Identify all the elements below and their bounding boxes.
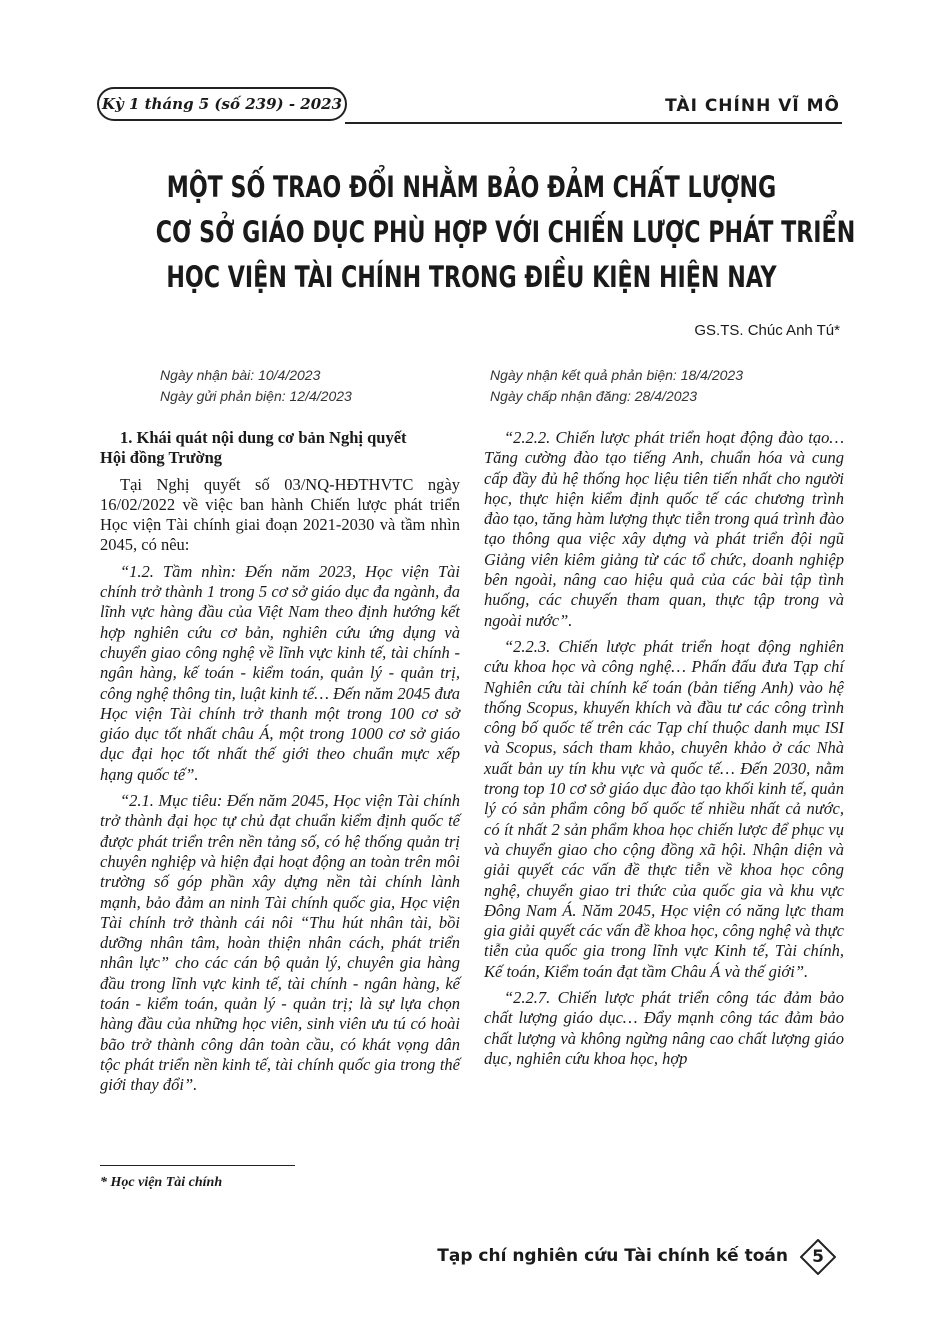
title-line: CƠ SỞ GIÁO DỤC PHÙ HỢP VỚI CHIẾN LƯỢC PHÁT TRIỂN <box>155 215 856 249</box>
section-label: TÀI CHÍNH VĨ MÔ <box>665 96 840 116</box>
right-column <box>484 428 844 1075</box>
quote-research: “2.2.3. Chiến lược phát triển hoạt động nghiên cứu khoa học và công nghệ… Phấn đấu đưa Tạp chí Nghiên cứu tài chính kế toán (bản tiếng Anh) vào hệ thống Scopus, khuyến khích và đầu tư các công trình công bố quốc tế trên các Tạp chí thuộc danh mục ISI và Scopus, sách tham khảo, chuyên khảo ở các Nhà xuất bản uy tín khu vực và quốc tế… Đến 2030, nằm trong top 10 cơ sở giáo dục đào tạo khối kinh tế, quản lý có sản phẩm công bố quốc tế nhiều nhất cả nước, có ít nhất 2 sản phẩm khoa học chiến lược để phục vụ và chuyển giao cho cộng đồng xã hội. Nhận diện và giải quyết các vấn đề thực tiễn về khoa học công nghệ, chuyển giao tri thức của quốc gia và khu vực Đông Nam Á. Năm 2045, Học viện có năng lực tham gia giải quyết các vấn đề khoa học, công nghệ và thực tiễn của quốc gia trong lĩnh vực Kinh tế, Tài chính, Kế toán, Kiểm toán đạt tầm Châu Á và thế giới”. <box>484 636 844 981</box>
dates-left <box>160 365 352 407</box>
footnote-rule <box>100 1165 295 1166</box>
issue-badge: Kỳ 1 tháng 5 (số 239) - 2023 <box>97 87 347 121</box>
quote-vision: “1.2. Tầm nhìn: Đến năm 2023, Học viện Tài chính trở thành 1 trong 5 cơ sở giáo dục đa ngành, đa lĩnh vực hàng đầu của Việt Nam theo định hướng kết hợp nghiên cứu cơ bản, nghiên cứu ứng dụng và chuyển giao công nghệ về lĩnh vực kinh tế, tài chính - ngân hàng, kế toán - kiểm toán, quản lý - quản trị, công nghệ thông tin, luật kinh tế… Đến năm 2045 đưa Học viện Tài chính trở thanh một trong 100 cơ sở giáo dục tốt nhất châu Á, một trong 1000 cơ sở giáo dục đại học tốt nhất thế giới theo chuẩn mực xếp hạng quốc tế”. <box>100 561 460 784</box>
quote-quality: “2.2.7. Chiến lược phát triển công tác đảm bảo chất lượng giáo dục… Đẩy mạnh công tác đảm bảo chất lượng và không ngừng nâng cao chất lượng giáo dục, nghiên cứu khoa học, hợp <box>484 988 844 1068</box>
quote-objective: “2.1. Mục tiêu: Đến năm 2045, Học viện Tài chính trở thành đại học tự chủ đạt chuẩn kiểm định quốc tế được phát triển trên nền tảng số, có hệ thống quản trị chuyên nghiệp và hiện đại hoạt động an toàn trên môi trường số góp phần xây dựng nền tài chính lành mạnh, bảo đảm an ninh Tài chính quốc gia, Học viện Tài chính trở thành cái nôi “Thu hút nhân tài, bồi dưỡng nhân tâm, hoàn thiện nhân cách, phát triển nhân lực” cho các cán bộ quản lý, chuyên gia hàng đầu trong lĩnh vực kinh tế, tài chính - ngân hàng, kế toán - kiểm toán, quản lý - quản trị; là sự lựa chọn hàng đầu của những học viên, sinh viên ưu tú có hoài bão trở thành công dân toàn cầu, có khát vọng dân tộc phát triển nền kinh tế, tài chính quốc gia trong thế giới thay đổi”. <box>100 791 460 1095</box>
review-result-date: Ngày nhận kết quả phản biện: 18/4/2023 <box>490 367 743 383</box>
quote-training: “2.2.2. Chiến lược phát triển hoạt động đào tạo… Tăng cường đào tạo tiếng Anh, chuẩn hóa và cung cấp đầy đủ hệ thống học liệu tiên tiến nhất cho người học, thực hiện kiểm định quốc tế các chương trình đào tạo, tăng hàm lượng thực tiễn trong quá trình đào tạo thông qua việc xây dựng và phát triển đội ngũ Giảng viên kiêm giảng từ các tổ chức, doanh nghiệp bên ngoài, nâng cao hiệu quả của các bài tập tình huống, các chuyến tham quan, thực tập trong và ngoài nước”. <box>484 428 844 630</box>
review-sent-date: Ngày gửi phản biện: 12/4/2023 <box>160 388 352 404</box>
accepted-date: Ngày chấp nhận đăng: 28/4/2023 <box>490 388 698 404</box>
page-number-badge <box>800 1239 836 1275</box>
dates-right <box>490 365 743 407</box>
section-heading: 1. Khái quát nội dung cơ bản Nghị quyết Hội đồng Trường <box>100 428 407 468</box>
intro-paragraph: Tại Nghị quyết số 03/NQ-HĐTHVTC ngày 16/02/2022 về việc ban hành Chiến lược phát triển Học viện Tài chính giai đoạn 2021-2030 và tầm nhìn 2045, có nêu: <box>100 474 460 555</box>
author: GS.TS. Chúc Anh Tú* <box>694 322 840 339</box>
title-line: HỌC VIỆN TÀI CHÍNH TRONG ĐIỀU KIỆN HIỆN NAY <box>166 260 777 294</box>
title-line: MỘT SỐ TRAO ĐỔI NHẰM BẢO ĐẢM CHẤT LƯỢNG <box>166 170 777 204</box>
header-rule <box>345 122 842 124</box>
footnote: * Học viện Tài chính <box>100 1175 223 1190</box>
left-column <box>100 428 460 1102</box>
page-number: 5 <box>812 1247 824 1267</box>
article-title <box>155 165 856 300</box>
journal-name: Tạp chí nghiên cứu Tài chính kế toán <box>437 1246 788 1266</box>
received-date: Ngày nhận bài: 10/4/2023 <box>160 367 321 383</box>
